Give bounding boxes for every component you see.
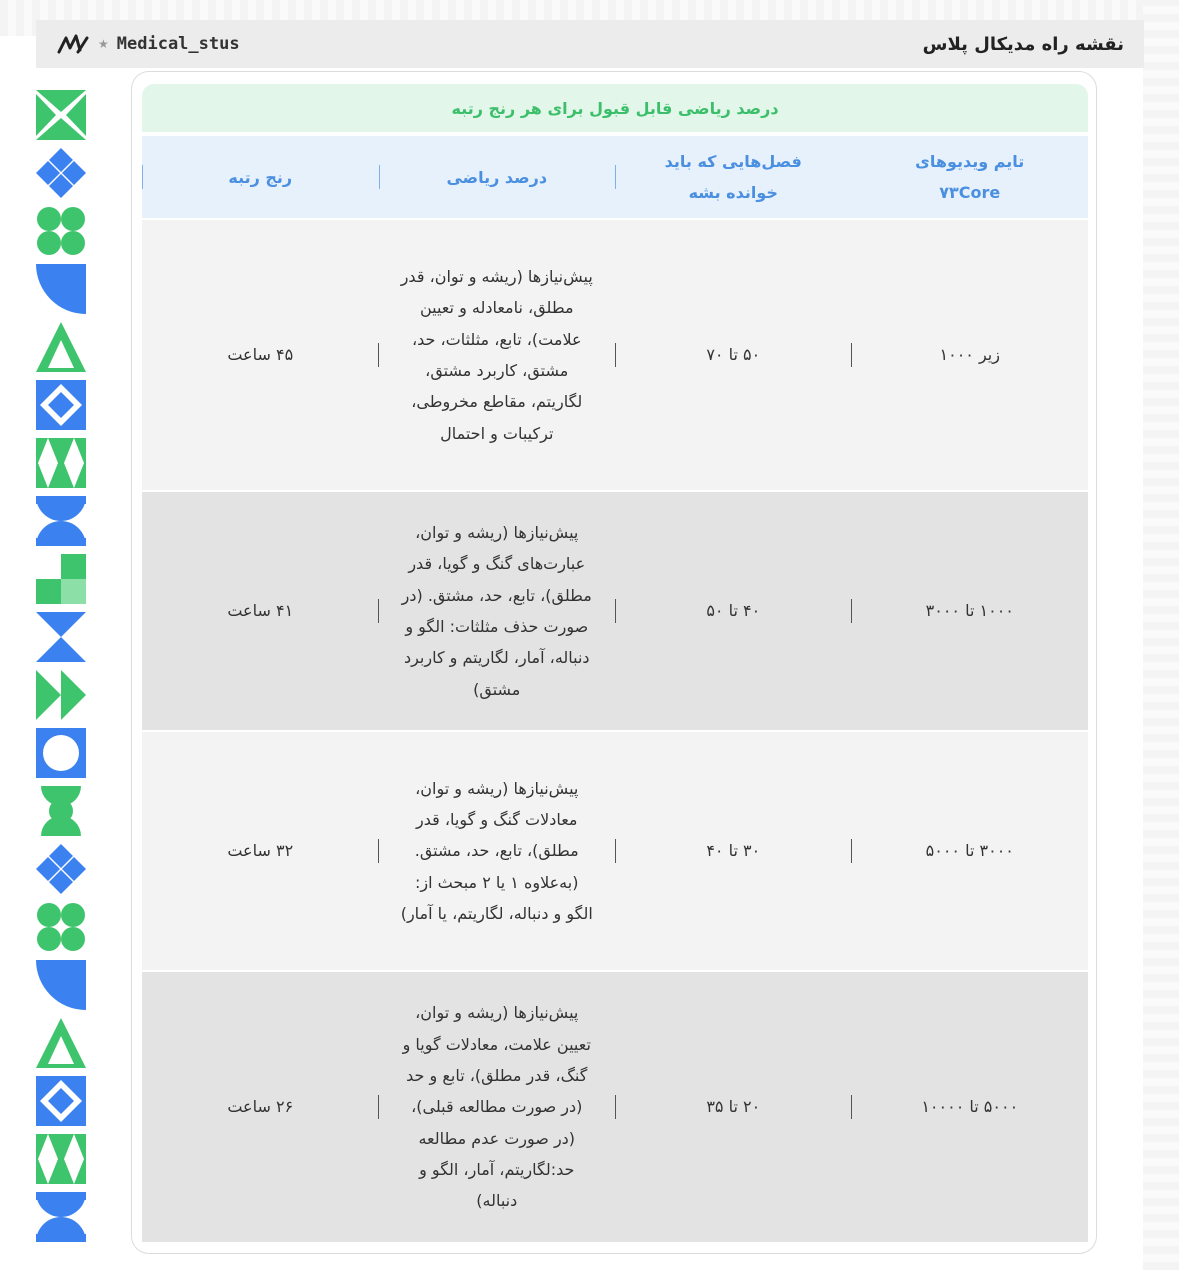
video-time-cell: ۴۱ ساعت	[142, 595, 379, 626]
chapters-cell: پیش‌نیازها (ریشه و توان، عبارت‌های گنگ و گویا، قدر مطلق)، تابع، حد، مشتق. (در صورت حذف مثلثات: الگو و دنباله، آمار، لگاریتم و کاربرد مشتق)	[401, 523, 592, 699]
star-icon: ★	[98, 37, 109, 51]
decorative-pattern-strip	[36, 86, 86, 1270]
chapters-cell: پیش‌نیازها (ریشه و توان، معادلات گنگ و گویا، قدر مطلق)، تابع، حد، مشتق. (به‌علاوه ۱ یا ۲ مبحث از: الگو و دنباله، لگاریتم، یا آمار)	[400, 778, 593, 923]
rank-cell: ۵۰۰۰ تا ۱۰۰۰۰	[921, 1097, 1019, 1117]
decorative-pattern-icon	[36, 898, 86, 956]
decorative-pattern-icon	[36, 202, 86, 260]
percent-cell: ۴۰ تا ۵۰	[615, 595, 852, 626]
brand[interactable]	[56, 32, 240, 56]
decorative-pattern-icon	[36, 840, 86, 898]
decorative-pattern-icon	[36, 1188, 86, 1246]
table-row	[142, 220, 1088, 490]
brand-logo-icon	[56, 32, 90, 56]
table-row	[142, 972, 1088, 1242]
decorative-pattern-icon	[36, 724, 86, 782]
percent-cell: ۳۰ تا ۴۰	[615, 835, 852, 866]
brand-name: Medical_stus	[116, 34, 240, 54]
table-header-row	[142, 136, 1088, 218]
rank-cell: ۱۰۰۰ تا ۳۰۰۰	[925, 601, 1014, 621]
decorative-pattern-icon	[36, 376, 86, 434]
decorative-pattern-icon	[36, 550, 86, 608]
rank-cell: زیر ۱۰۰۰	[939, 345, 1000, 365]
decorative-pattern-icon	[36, 318, 86, 376]
table-title: درصد ریاضی قابل قبول برای هر رنج رتبه	[142, 84, 1088, 132]
chapters-cell: پیش‌نیازها (ریشه و توان، قدر مطلق، نامعادله و تعیین علامت)، تابع، مثلثات، حد، مشتق، کاربرد مشتق، لگاریتم، مقاطع مخروطی، ترکیبات و احتمال	[400, 267, 593, 443]
column-header-rank: رنج رتبه	[142, 162, 379, 193]
video-time-cell: ۳۲ ساعت	[142, 835, 379, 866]
table-row	[142, 492, 1088, 730]
column-header-percent: درصد ریاضی	[379, 162, 616, 193]
right-decorative-pattern	[1143, 0, 1179, 1270]
decorative-pattern-icon	[36, 434, 86, 492]
column-header-chapters: فصل‌هایی که باید خوانده بشه	[615, 146, 852, 208]
decorative-pattern-icon	[36, 1014, 86, 1072]
page-header	[36, 20, 1144, 68]
decorative-pattern-icon	[36, 492, 86, 550]
decorative-pattern-icon	[36, 1130, 86, 1188]
decorative-pattern-icon	[36, 608, 86, 666]
roadmap-table-card	[131, 71, 1097, 1254]
table-row	[142, 732, 1088, 970]
decorative-pattern-icon	[36, 1072, 86, 1130]
decorative-pattern-icon	[36, 956, 86, 1014]
percent-cell: ۲۰ تا ۳۵	[615, 1091, 852, 1122]
page-title: نقشه راه مدیکال پلاس	[922, 33, 1124, 55]
decorative-pattern-icon	[36, 86, 86, 144]
decorative-pattern-icon	[36, 260, 86, 318]
video-time-cell: ۲۶ ساعت	[142, 1091, 379, 1122]
rank-cell: ۳۰۰۰ تا ۵۰۰۰	[925, 841, 1014, 861]
decorative-pattern-icon	[36, 666, 86, 724]
chapters-cell: پیش‌نیازها (ریشه و توان، تعیین علامت، معادلات گویا و گنگ، قدر مطلق)، تابع و حد (در صورت مطالعه قبلی)، (در صورت عدم مطالعه حد:لگاریتم، آمار، الگو و دنباله)	[402, 1003, 591, 1211]
decorative-pattern-icon	[36, 144, 86, 202]
video-time-cell: ۴۵ ساعت	[142, 339, 379, 370]
percent-cell: ۵۰ تا ۷۰	[615, 339, 852, 370]
decorative-pattern-icon	[36, 782, 86, 840]
column-header-video-time: تایم ویدیوهای ۷۳Core	[915, 152, 1025, 202]
